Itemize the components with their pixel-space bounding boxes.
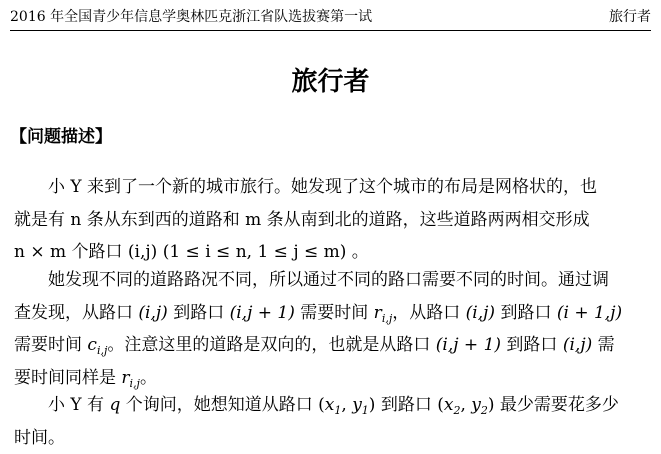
text-run: , (341, 395, 352, 415)
text-run: 到路口 (495, 303, 557, 323)
header-problem-name: 旅行者 (609, 4, 651, 30)
paragraph-road-times (14, 264, 654, 394)
paragraph-line: 她发现不同的道路路况不同，所以通过不同的路口需要不同的时间。通过调 (14, 264, 654, 297)
math-run: r (374, 303, 382, 323)
text-run: 。注意这里的道路是双向的，也就是从路口 (107, 335, 435, 355)
paragraph-intro (14, 171, 654, 269)
text-run: 个询问，她想知道从路口 ( (120, 395, 324, 415)
text-run: 到路口 (501, 335, 563, 355)
paragraph-line (14, 329, 654, 362)
math-subscript: i,j (382, 312, 392, 325)
math-run: r (121, 368, 129, 388)
page-header (10, 4, 651, 31)
math-run: (i,j + 1) (230, 303, 295, 323)
math-run: (i,j) (466, 303, 495, 323)
text-run: 需 (592, 335, 614, 355)
problem-title: 旅行者 (0, 64, 661, 100)
paragraph-line (14, 297, 654, 330)
math-run: y (471, 395, 481, 415)
math-subscript: 1 (334, 404, 341, 417)
text-run: 要时间同样是 (14, 368, 121, 388)
paragraph-line (14, 389, 654, 422)
text-run: 到路口 (168, 303, 230, 323)
text-run: ) 到路口 ( (369, 395, 444, 415)
math-run: y (352, 395, 362, 415)
header-contest-name: 2016 年全国青少年信息学奥林匹克浙江省队选拔赛第一试 (10, 4, 372, 30)
math-subscript: 2 (481, 404, 488, 417)
math-subscript: 1 (362, 404, 369, 417)
math-run: c (87, 335, 97, 355)
math-run: q (109, 395, 120, 415)
math-run: x (444, 395, 454, 415)
math-run: (i,j) (563, 335, 592, 355)
section-heading-problem-description: 【问题描述】 (10, 124, 112, 150)
math-run: (i,j) (138, 303, 167, 323)
math-subscript: i,j (130, 377, 140, 390)
paragraph-line: n × m 个路口 (i,j) (1 ≤ i ≤ n, 1 ≤ j ≤ m) 。 (14, 236, 654, 269)
text-run: ) 最少需要花多少 (488, 395, 619, 415)
math-subscript: 2 (453, 404, 460, 417)
paragraph-queries (14, 389, 654, 454)
text-run: 小 Y 有 (48, 395, 109, 415)
math-subscript: i,j (97, 344, 107, 357)
text-run: , (460, 395, 471, 415)
text-run: 。 (140, 368, 157, 388)
paragraph-line: 就是有 n 条从东到西的道路和 m 条从南到北的道路，这些道路两两相交形成 (14, 204, 654, 237)
text-run: ，从路口 (392, 303, 465, 323)
text-run: 需要时间 (295, 303, 374, 323)
paragraph-line: 小 Y 来到了一个新的城市旅行。她发现了这个城市的布局是网格状的，也 (14, 171, 654, 204)
math-run: x (325, 395, 335, 415)
text-run: 需要时间 (14, 335, 87, 355)
math-run: (i + 1,j) (557, 303, 622, 323)
paragraph-line: 时间。 (14, 422, 654, 454)
math-run: (i,j + 1) (436, 335, 501, 355)
text-run: 查发现，从路口 (14, 303, 138, 323)
